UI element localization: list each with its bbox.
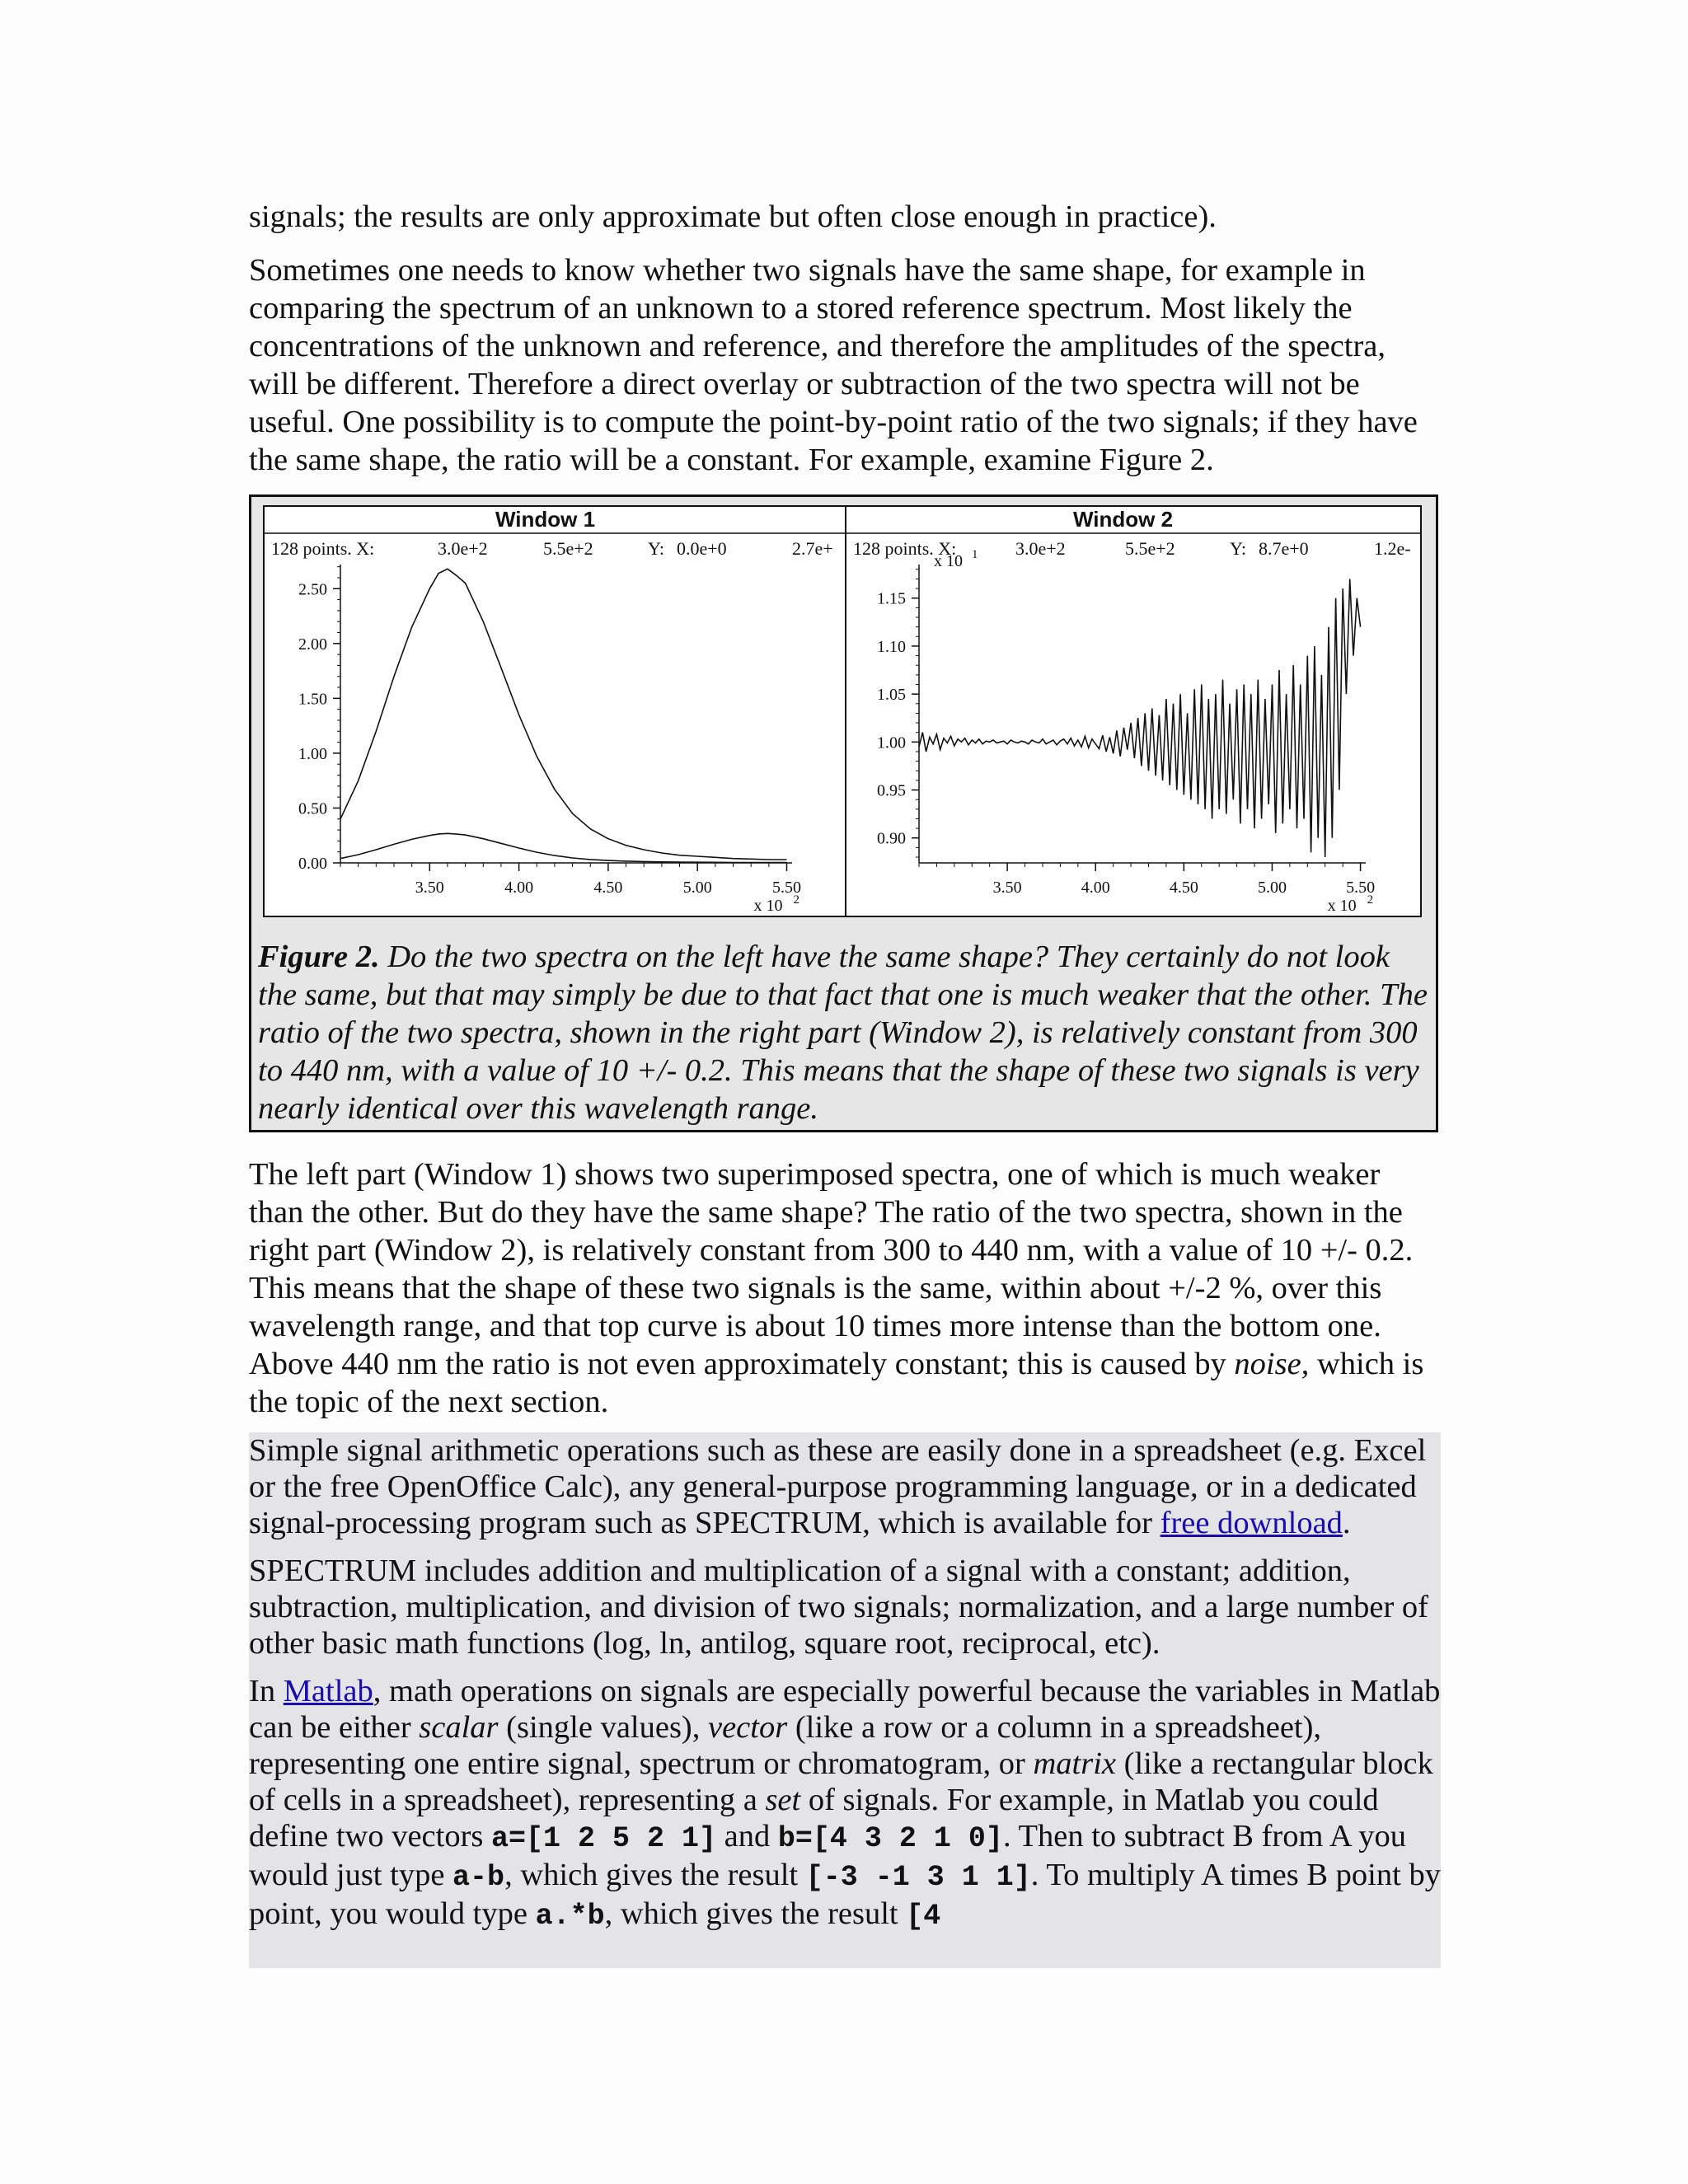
window-header-field-2-0: 128 points. X: — [853, 538, 957, 559]
window-header-field-2-2: 5.5e+2 — [1125, 538, 1175, 559]
window-header-field-1-1: 3.0e+2 — [438, 538, 488, 559]
window-header-field-2-1: 3.0e+2 — [1015, 538, 1066, 559]
x-tick-label: 4.00 — [504, 879, 534, 897]
x-tick-label: 5.50 — [1346, 879, 1376, 897]
code-multiply: a.*b — [535, 1900, 605, 1933]
paragraph-window-explanation — [249, 1155, 1441, 1421]
s1-end: . — [1342, 1506, 1351, 1540]
code-multiply-result: [4 — [906, 1900, 941, 1933]
window-header-field-1-2: 5.5e+2 — [543, 538, 593, 559]
software-section — [249, 1432, 1441, 1968]
window-header-field-1-3: Y: — [648, 538, 664, 559]
s3-d: (like a rectangular block of cells in a spreadsheet), representing a — [249, 1746, 1433, 1817]
term-matrix: matrix — [1033, 1746, 1117, 1781]
y-tick-label: 1.05 — [877, 686, 906, 705]
s3-h: . To multiply A times B point by point, you would type — [249, 1858, 1441, 1931]
code-subtract-result: [-3 -1 3 1 1] — [805, 1861, 1031, 1894]
matlab-link[interactable]: Matlab — [283, 1674, 373, 1708]
s3-e: of signals. For example, in Matlab you could define two vectors — [249, 1783, 1379, 1854]
x-tick-label: 3.50 — [415, 879, 444, 897]
caption-label: Figure 2. — [258, 940, 380, 974]
s3-g: , which gives the result — [504, 1858, 806, 1892]
code-vector-a: a=[1 2 5 2 1] — [491, 1822, 717, 1855]
p2-text-a: The left part (Window 1) shows two superimposed spectra, one of which is much weaker than the other. But do they have the same shape? The ratio of the two spectra, shown in the right part (Window 2), is relatively constant from 300 to 440 nm, with a value of 10 +/- 0.2. This means that the shape of these two signals is the same, within about +/-2 %, over this wavelength range, and that top curve is about 10 times more intense than the bottom one. Above 440 nm the ratio is not even approximately constant; this is caused by — [249, 1157, 1414, 1381]
s3-b: (single values), — [498, 1710, 708, 1745]
y-tick-label: 0.00 — [298, 855, 327, 873]
figure-caption — [258, 938, 1428, 1127]
window-header-field-2-3: Y: — [1230, 538, 1246, 559]
free-download-link[interactable]: free download — [1160, 1506, 1343, 1540]
x-multiplier-label: x 10 — [753, 897, 783, 915]
x-tick-label: 3.50 — [992, 879, 1022, 897]
window-header-field-2-5: 1.2e- — [1374, 538, 1411, 559]
y-tick-label: 0.95 — [877, 781, 906, 800]
x-tick-label: 5.00 — [1257, 879, 1287, 897]
code-subtract: a-b — [452, 1861, 505, 1894]
noise-term: noise, — [1234, 1347, 1310, 1381]
s3-i: , which gives the result — [604, 1896, 907, 1931]
figure-2 — [249, 494, 1438, 1132]
y-tick-label: 1.00 — [877, 733, 906, 752]
y-tick-label: 1.15 — [877, 589, 906, 608]
y-tick-label: 1.50 — [298, 690, 327, 709]
p2-text-b: which is the topic of the next section. — [249, 1347, 1424, 1419]
caption-text: Do the two spectra on the left have the same shape? They certainly do not look the same, but that may simply be due to that fact that one is much weaker that the other. The ratio of the two spectra, shown in the right part (Window 2), is relatively constant from 300 to 440 nm, with a value of 10 +/- 0.2. This means that the shape of these two signals is very nearly identical over this wavelength range. — [258, 940, 1428, 1126]
x-tick-label: 5.50 — [772, 879, 802, 897]
paragraph-spectrum-features: SPECTRUM includes addition and multiplication of a signal with a constant; addition, subtraction, multiplication, and division of two signals; normalization, and a large number of other basic math functions (log, ln, antilog, square root, reciprocal, etc). — [249, 1554, 1428, 1661]
y-multiplier-label: x 10 — [934, 552, 963, 570]
x-tick-label: 5.00 — [682, 879, 712, 897]
window-title-2: Window 2 — [1073, 507, 1174, 532]
window-header-field-1-5: 2.7e+ — [792, 538, 833, 559]
paragraph-shape-comparison: Sometimes one needs to know whether two signals have the same shape, for example in comparing the spectrum of an unknown to a stored reference spectrum. Most likely the concentrations of the unknown and reference, and therefore the amplitudes of the spectra, will be different. Therefore a direct overlay or subtraction of the two spectra will not be useful. One possibility is to compute the point-by-point ratio of the two signals; if they have the same shape, the ratio will be a constant. For example, examine Figure 2. — [249, 253, 1418, 477]
spectrum-charts-svg — [265, 507, 1420, 916]
y-multiplier-exponent: 1 — [972, 548, 978, 561]
y-tick-label: 1.00 — [298, 744, 327, 763]
y-tick-label: 2.00 — [298, 635, 327, 654]
paragraph-matlab — [249, 1673, 1441, 1934]
x-multiplier-exponent: 2 — [1367, 893, 1374, 907]
window-title-1: Window 1 — [495, 507, 596, 532]
s1-text: Simple signal arithmetic operations such as these are easily done in a spreadsheet (e.g. Excel or the free OpenOffice Calc), any general-purpose programming language, or in a dedicated signal-processing program such as SPECTRUM, which is available for — [249, 1433, 1427, 1540]
s3-and: and — [716, 1819, 778, 1854]
series-line-1-1 — [340, 569, 787, 860]
x-tick-label: 4.50 — [593, 879, 623, 897]
s3-in: In — [249, 1674, 284, 1708]
y-tick-label: 0.50 — [298, 799, 327, 818]
x-multiplier-label: x 10 — [1327, 897, 1357, 915]
paragraph-intro-tail: signals; the results are only approximate but often close enough in practice). — [249, 199, 1217, 234]
term-set: set — [765, 1783, 801, 1817]
window-header-field-1-0: 128 points. X: — [271, 538, 375, 559]
x-tick-label: 4.50 — [1169, 879, 1198, 897]
s3-c: (like a row or a column in a spreadsheet), representing one entire signal, spectrum or chromatogram, or — [249, 1710, 1322, 1781]
s3-f: . Then to subtract B from A you would just type — [249, 1819, 1406, 1892]
x-multiplier-exponent: 2 — [793, 893, 800, 907]
term-vector: vector — [708, 1710, 788, 1745]
series-line-2-1 — [919, 579, 1361, 858]
paragraph-spreadsheet — [249, 1432, 1441, 1541]
x-tick-label: 4.00 — [1081, 879, 1110, 897]
window-header-field-1-4: 0.0e+0 — [677, 538, 727, 559]
s3-a: , math operations on signals are especially powerful because the variables in Matlab can be either — [249, 1674, 1441, 1745]
code-vector-b: b=[4 3 2 1 0] — [777, 1822, 1003, 1855]
y-tick-label: 1.10 — [877, 637, 906, 656]
y-tick-label: 2.50 — [298, 580, 327, 599]
window-header-field-2-4: 8.7e+0 — [1259, 538, 1309, 559]
term-scalar: scalar — [419, 1710, 499, 1745]
spectrum-windows — [263, 505, 1422, 917]
y-tick-label: 0.90 — [877, 829, 906, 848]
